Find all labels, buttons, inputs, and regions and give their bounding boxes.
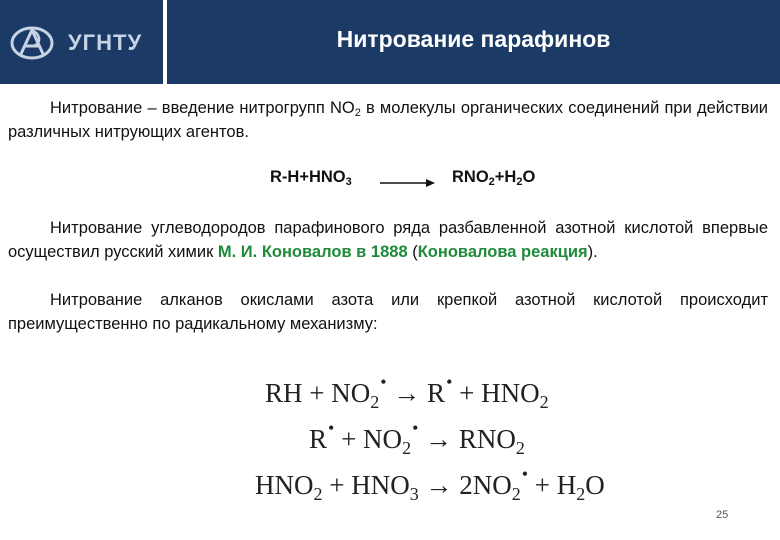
reaction-1-sub-a: 2	[370, 392, 380, 412]
header	[0, 0, 780, 84]
konovalov-reaction-highlight: Коновалова реакция	[417, 243, 588, 261]
reaction-3-sub-c: 2	[511, 484, 521, 504]
reaction-3-part-c: → 2NO	[418, 470, 512, 500]
general-equation	[0, 168, 780, 194]
reaction-2	[309, 418, 525, 458]
konovalov-highlight: М. И. Коновалов в 1888	[217, 243, 408, 261]
title-bar	[167, 0, 780, 84]
reaction-3-sub-b: 3	[409, 484, 419, 504]
reaction-1-sub-c: 2	[539, 392, 549, 412]
logo-area	[0, 0, 163, 84]
reaction-arrow-icon	[380, 178, 436, 188]
radical-dot: •	[412, 418, 419, 438]
reaction-2-sub-b: 2	[402, 438, 412, 458]
definition-text-1: Нитрование – введение нитрогрупп NO	[50, 99, 355, 117]
reaction-3-sub-d: 2	[576, 484, 586, 504]
equation-rhs-c: O	[522, 168, 536, 186]
radical-dot: •	[328, 418, 335, 438]
reaction-2-part-b: + NO	[334, 424, 403, 454]
reaction-3-part-a: HNO	[255, 470, 314, 500]
slide-title: Нитрование парафинов	[336, 26, 611, 52]
radical-dot: •	[380, 372, 387, 392]
history-text-2: (	[407, 243, 418, 261]
reaction-1-part-c: + HNO	[452, 378, 540, 408]
reaction-1-part-b: → R	[386, 378, 446, 408]
reaction-2-sub-c: 2	[515, 438, 525, 458]
reaction-1-part-a: RH + NO	[265, 378, 371, 408]
reaction-3-part-e: O	[585, 470, 605, 500]
equation-rhs-sub1: 2	[488, 176, 495, 188]
equation-rhs-a: RNO	[452, 168, 489, 186]
reaction-3-sub-a: 2	[313, 484, 323, 504]
definition-text-2: в молекулы органических соединений при действии различных нитрующих агентов.	[8, 99, 768, 141]
logo-text: УГНТУ	[68, 30, 143, 55]
history-text-1: Нитрование углеводородов парафинового ряда разбавленной азотной кислотой впервые осуществил русский химик	[8, 219, 768, 261]
equation-lhs-text: R-H+HNO	[270, 168, 346, 186]
reaction-2-part-a: R	[309, 424, 328, 454]
equation-lhs-subscript: 3	[345, 176, 352, 188]
paragraph-definition	[8, 96, 768, 144]
definition-subscript: 2	[354, 107, 361, 119]
radical-dot: •	[521, 464, 529, 484]
reaction-1	[265, 372, 549, 412]
radical-dot: •	[446, 372, 453, 392]
reaction-2-part-c: → RNO	[418, 424, 516, 454]
paragraph-history	[8, 216, 768, 264]
equation-left-side	[270, 168, 352, 187]
paragraph-mechanism	[8, 288, 768, 336]
university-emblem-icon	[10, 26, 54, 60]
reaction-3	[255, 464, 605, 504]
equation-right-side	[452, 168, 535, 187]
page-number: 25	[716, 509, 729, 521]
equation-rhs-b: +H	[494, 168, 517, 186]
reaction-3-part-d: + H	[528, 470, 577, 500]
equation-rhs-sub2: 2	[516, 176, 523, 188]
history-text-3: ).	[587, 243, 598, 261]
reaction-3-part-b: + HNO	[322, 470, 410, 500]
mechanism-text: Нитрование алканов окислами азота или крепкой азотной кислотой происходит преимущественно по радикальному механизму:	[8, 291, 768, 333]
